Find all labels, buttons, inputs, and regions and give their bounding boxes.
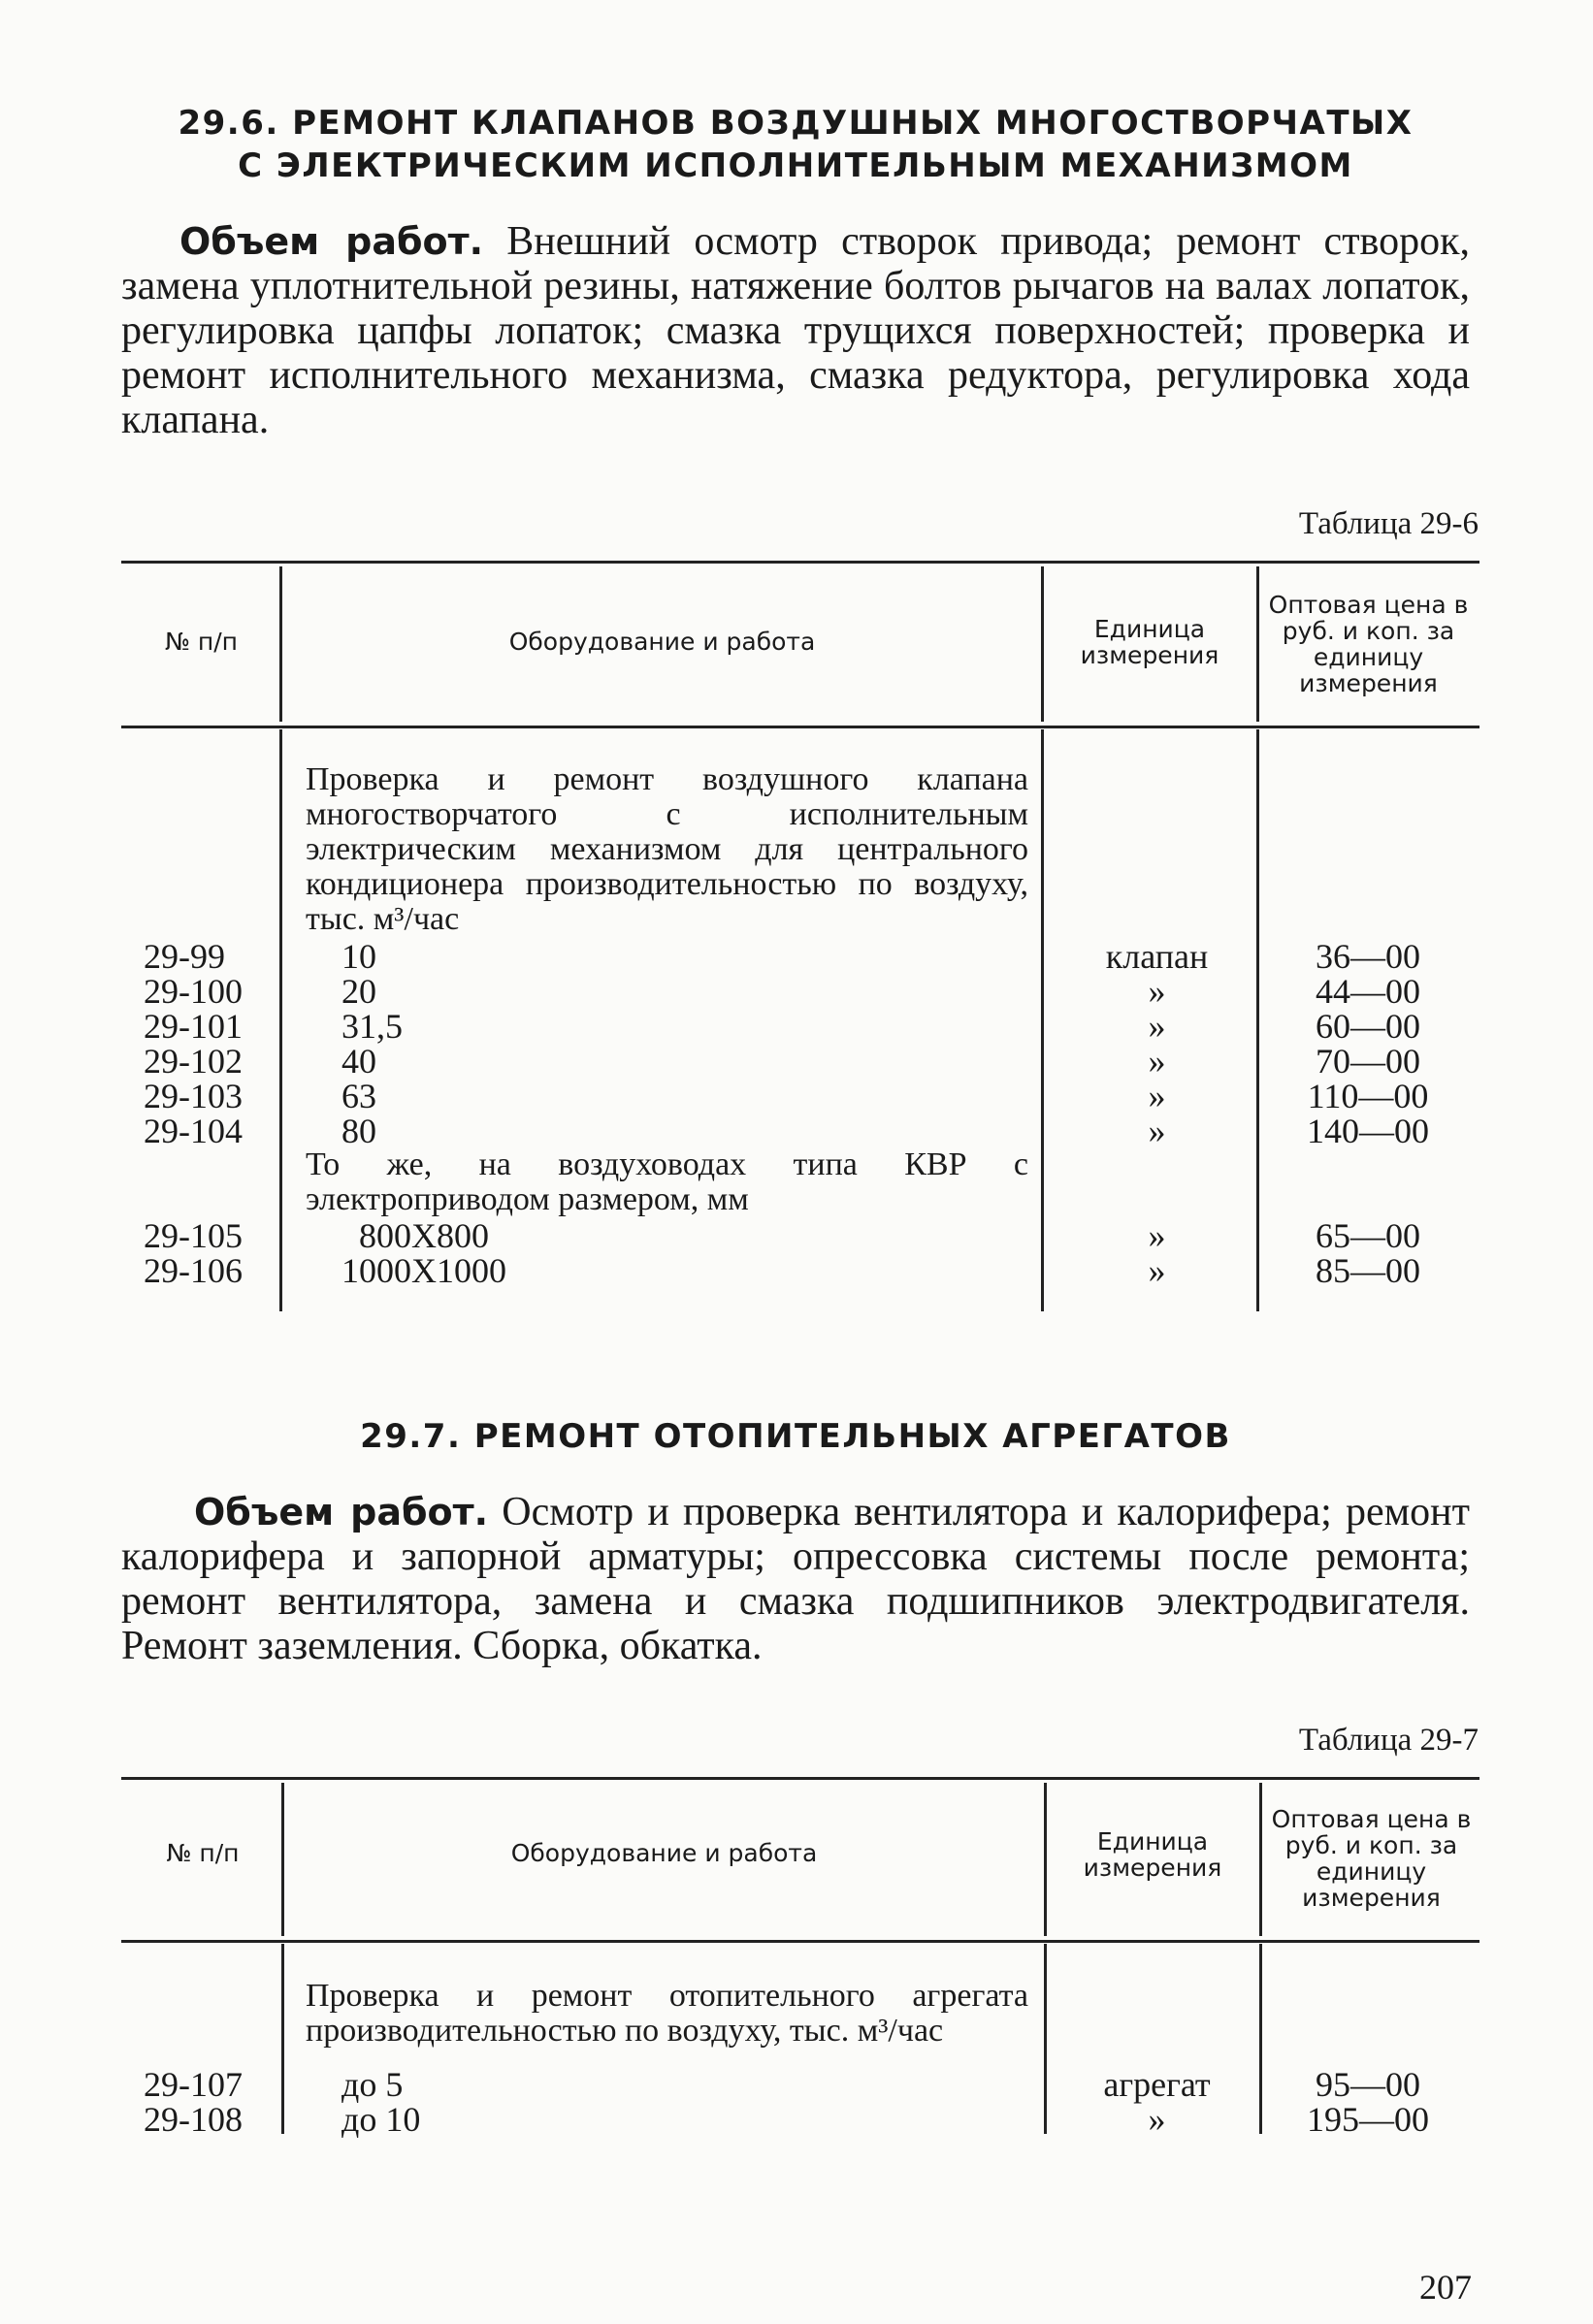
row-num: 29-99 [144,937,225,976]
row-num: 29-108 [144,2100,243,2139]
row-price: 95—00 [1316,2065,1420,2104]
row-unit: клапан [1105,937,1209,976]
row-price: 140—00 [1307,1112,1429,1150]
table-divider [279,566,282,722]
row-value: 31,5 [341,1007,403,1046]
row-unit: » [1148,1007,1166,1046]
row-unit: » [1148,972,1166,1011]
table-divider [1044,1944,1047,2134]
row-unit: » [1148,1112,1166,1150]
col-header-work: Оборудование и работа [508,628,816,656]
row-unit: » [1148,1042,1166,1081]
row-price: 110—00 [1307,1077,1429,1115]
row-value: 80 [341,1112,376,1150]
table-divider [281,1783,284,1936]
scope-label: Объем работ. [179,220,484,263]
table-rule-header [121,726,1479,728]
row-num: 29-101 [144,1007,243,1046]
row-value: до 5 [341,2065,404,2104]
row-num: 29-100 [144,972,243,1011]
row-value: 63 [341,1077,376,1115]
row-value: до 10 [341,2100,421,2139]
row-price: 85—00 [1316,1251,1420,1290]
row-num: 29-105 [144,1216,243,1255]
row-num: 29-103 [144,1077,243,1115]
col-header-price: Оптовая цена в руб. и коп. за единицу измерения [1268,591,1469,697]
table-divider [281,1944,284,2134]
row-price: 60—00 [1316,1007,1420,1046]
row-value: 800Х800 [359,1216,489,1255]
table-divider [1256,566,1259,722]
table-divider [1044,1783,1047,1936]
table-divider [1259,1783,1262,1936]
table-rule-top [121,561,1479,564]
scope-text: Осмотр и проверка вентилятора и калорифера; ремонт калорифера и запорной арматуры; опрессовка системы после ремонта; ремонт вентилятора, замена и смазка подшипников электродвигателя. Ремонт заземления. Сборка, обкатка. [121,1490,1471,1668]
row-unit: » [1148,1216,1166,1255]
col-header-work: Оборудование и работа [510,1839,818,1867]
work-description: Проверка и ремонт отопительного агрегата производительностью по воздуху, тыс. м³/час [306,1978,1028,2049]
table-divider [279,729,282,1311]
row-price: 70—00 [1316,1042,1420,1081]
work-description: Проверка и ремонт воздушного клапана многостворчатого с исполнительным электрическим механизмом для центрального кондиционера производительностью по воздуху, тыс. м³/час [306,761,1028,937]
row-value: 1000Х1000 [341,1251,506,1290]
table-divider [1041,729,1044,1311]
row-unit: » [1148,1251,1166,1290]
section-heading-29-7: 29.7. РЕМОНТ ОТОПИТЕЛЬНЫХ АГРЕГАТОВ [360,1417,1231,1456]
scope-label: Объем работ. [194,1491,489,1533]
row-unit: агрегат [1103,2065,1211,2104]
row-price: 65—00 [1316,1216,1420,1255]
col-header-unit: Единица измерения [1083,1827,1222,1882]
table-caption-29-6: Таблица 29-6 [1298,506,1479,541]
row-num: 29-102 [144,1042,243,1081]
section-heading-29-6-line1: 29.6. РЕМОНТ КЛАПАНОВ ВОЗДУШНЫХ МНОГОСТВОРЧАТЫХ [178,104,1414,143]
row-price: 195—00 [1307,2100,1429,2139]
col-header-price: Оптовая цена в руб. и коп. за единицу измерения [1271,1805,1472,1912]
table-rule-header [121,1940,1479,1943]
col-header-num: № п/п [166,1839,240,1867]
table-rule-top [121,1777,1479,1780]
table-divider [1041,566,1044,722]
col-header-unit: Единица измерения [1080,615,1219,669]
row-price: 44—00 [1316,972,1420,1011]
row-num: 29-107 [144,2065,243,2104]
row-unit: » [1148,2100,1166,2139]
scope-text: Внешний осмотр створок привода; ремонт створок, замена уплотнительной резины, натяжение болтов рычагов на валах лопаток, регулировка цапфы лопаток; смазка трущихся поверхностей; проверка и ремонт исполнительного механизма, смазка редуктора, регулировка хода клапана. [121,219,1470,442]
table-caption-29-7: Таблица 29-7 [1298,1723,1479,1758]
row-value: 10 [341,937,376,976]
scope-paragraph-29-7 [121,1490,1470,1668]
scope-paragraph-29-6 [121,219,1470,442]
row-price: 36—00 [1316,937,1420,976]
section-heading-29-6-line2: С ЭЛЕКТРИЧЕСКИМ ИСПОЛНИТЕЛЬНЫМ МЕХАНИЗМОМ [238,146,1353,185]
row-num: 29-104 [144,1112,243,1150]
page-number: 207 [1419,2268,1472,2307]
row-num: 29-106 [144,1251,243,1290]
col-header-num: № п/п [164,628,239,656]
row-value: 40 [341,1042,376,1081]
row-unit: » [1148,1077,1166,1115]
row-value: 20 [341,972,376,1011]
work-description: То же, на воздуховодах типа КВР с электроприводом размером, мм [306,1146,1028,1217]
